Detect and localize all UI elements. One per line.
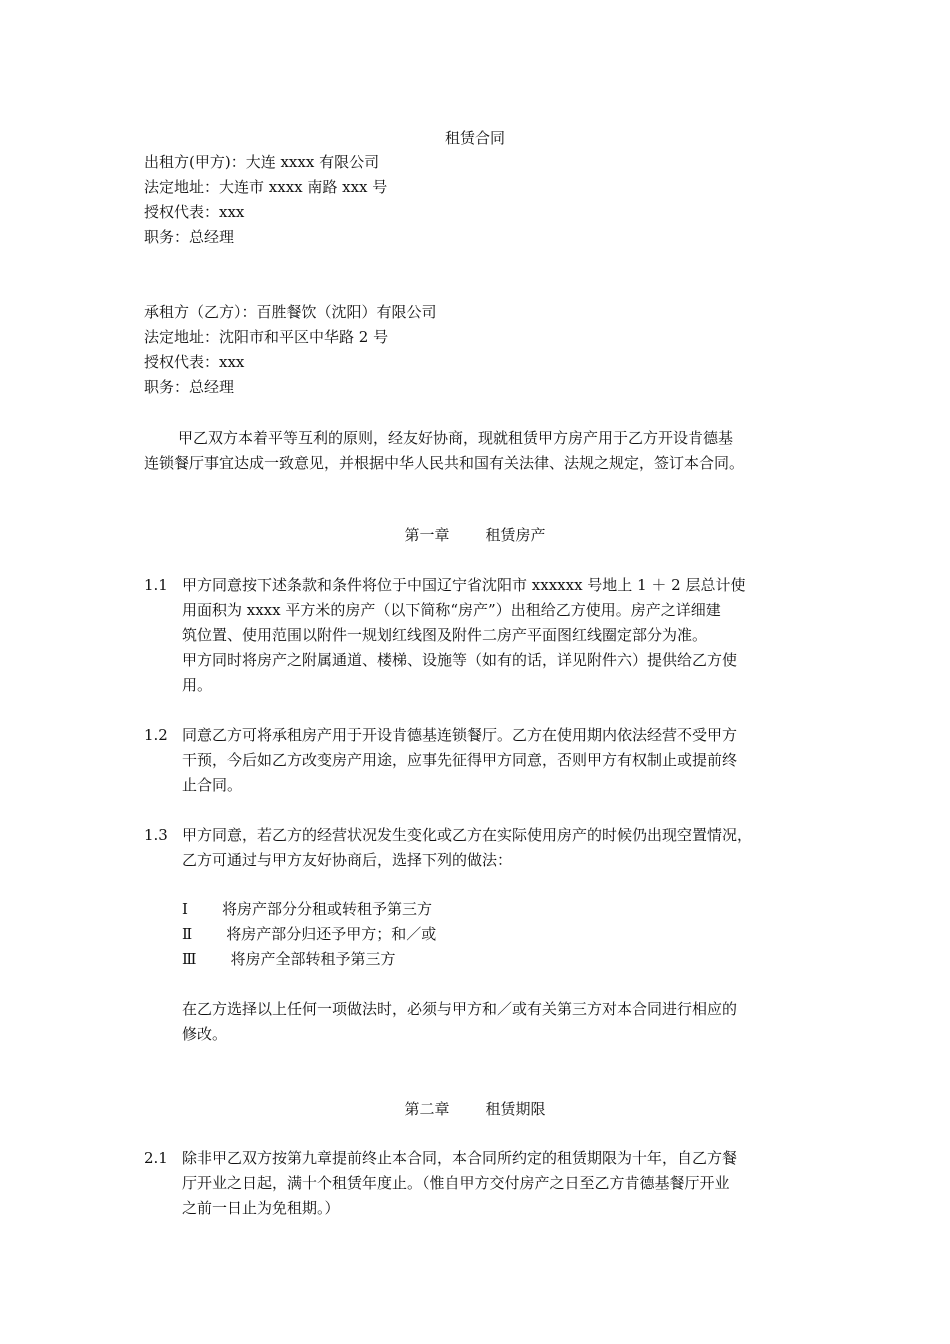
clause-1-3-line: 甲方同意，若乙方的经营状况发生变化或乙方在实际使用房产的时候仍出现空置情况，	[182, 826, 753, 844]
clause-1-2-line: 止合同。	[182, 776, 243, 794]
option-mark: Ⅰ	[182, 900, 188, 918]
option-mark: Ⅱ	[182, 925, 193, 943]
lessor-representative: 授权代表：xxx	[144, 203, 245, 221]
option-item	[182, 948, 395, 970]
option-text: 将房产全部转租予第三方	[230, 950, 396, 968]
lessor-position: 职务：总经理	[144, 228, 235, 246]
clause-2-1-line: 除非甲乙双方按第九章提前终止本合同，本合同所约定的租赁期限为十年，自乙方餐	[182, 1149, 738, 1167]
clause-1-1-line: 甲方同时将房产之附属通道、楼梯、设施等（如有的话，详见附件六）提供给乙方使	[182, 651, 738, 669]
clause-1-1-line: 用面积为 xxxx 平方米的房产（以下简称“房产”）出租给乙方使用。房产之详细建	[182, 601, 721, 619]
clause-1-1-line: 甲方同意按下述条款和条件将位于中国辽宁省沈阳市 xxxxxx 号地上 1 ＋ 2 层总计使	[182, 576, 746, 594]
chapter-2-title: 租赁期限	[485, 1100, 546, 1118]
lessee-representative: 授权代表：xxx	[144, 353, 245, 371]
clause-2-1-number: 2.1	[144, 1149, 168, 1167]
chapter-1-heading	[0, 524, 950, 546]
lessee-address: 法定地址：沈阳市和平区中华路 2 号	[144, 328, 389, 346]
lessor-name: 出租方(甲方)：大连 xxxx 有限公司	[144, 153, 380, 171]
preamble-line: 甲乙双方本着平等互利的原则，经友好协商，现就租赁甲方房产用于乙方开设肯德基	[178, 429, 734, 447]
lessee-position: 职务：总经理	[144, 378, 235, 396]
option-text: 将房产部分分租或转租予第三方	[221, 900, 432, 918]
option-mark: Ⅲ	[182, 950, 197, 968]
chapter-2-heading	[0, 1098, 950, 1120]
lessor-address: 法定地址：大连市 xxxx 南路 xxx 号	[144, 178, 388, 196]
option-item	[182, 923, 436, 945]
clause-1-2-line: 干预，今后如乙方改变房产用途，应事先征得甲方同意，否则甲方有权制止或提前终	[182, 751, 738, 769]
clause-1-3-number: 1.3	[144, 826, 168, 844]
clause-1-3-line: 乙方可通过与甲方友好协商后，选择下列的做法：	[182, 851, 513, 869]
preamble-line: 连锁餐厅事宜达成一致意见，并根据中华人民共和国有关法律、法规之规定，签订本合同。	[144, 454, 745, 472]
clause-2-1-line: 之前一日止为免租期。）	[182, 1199, 340, 1217]
clause-1-3-after-line: 在乙方选择以上任何一项做法时，必须与甲方和／或有关第三方对本合同进行相应的	[182, 1000, 738, 1018]
option-item	[182, 898, 432, 920]
chapter-2-number: 第二章	[404, 1100, 450, 1118]
clause-1-2-line: 同意乙方可将承租房产用于开设肯德基连锁餐厅。乙方在使用期内依法经营不受甲方	[182, 726, 738, 744]
chapter-1-number: 第一章	[404, 526, 450, 544]
option-text: 将房产部分归还予甲方；和／或	[226, 925, 437, 943]
lessee-name: 承租方（乙方）：百胜餐饮（沈阳）有限公司	[144, 303, 437, 321]
clause-2-1-line: 厅开业之日起，满十个租赁年度止。（惟自甲方交付房产之日至乙方肯德基餐厅开业	[182, 1174, 730, 1192]
clause-1-3-after-line: 修改。	[182, 1025, 228, 1043]
clause-1-1-line: 用。	[182, 676, 213, 694]
clause-1-1-line: 筑位置、使用范围以附件一规划红线图及附件二房产平面图红线圈定部分为准。	[182, 626, 708, 644]
clause-1-1-number: 1.1	[144, 576, 168, 594]
chapter-1-title: 租赁房产	[485, 526, 546, 544]
document-title: 租赁合同	[444, 129, 505, 147]
clause-1-2-number: 1.2	[144, 726, 168, 744]
